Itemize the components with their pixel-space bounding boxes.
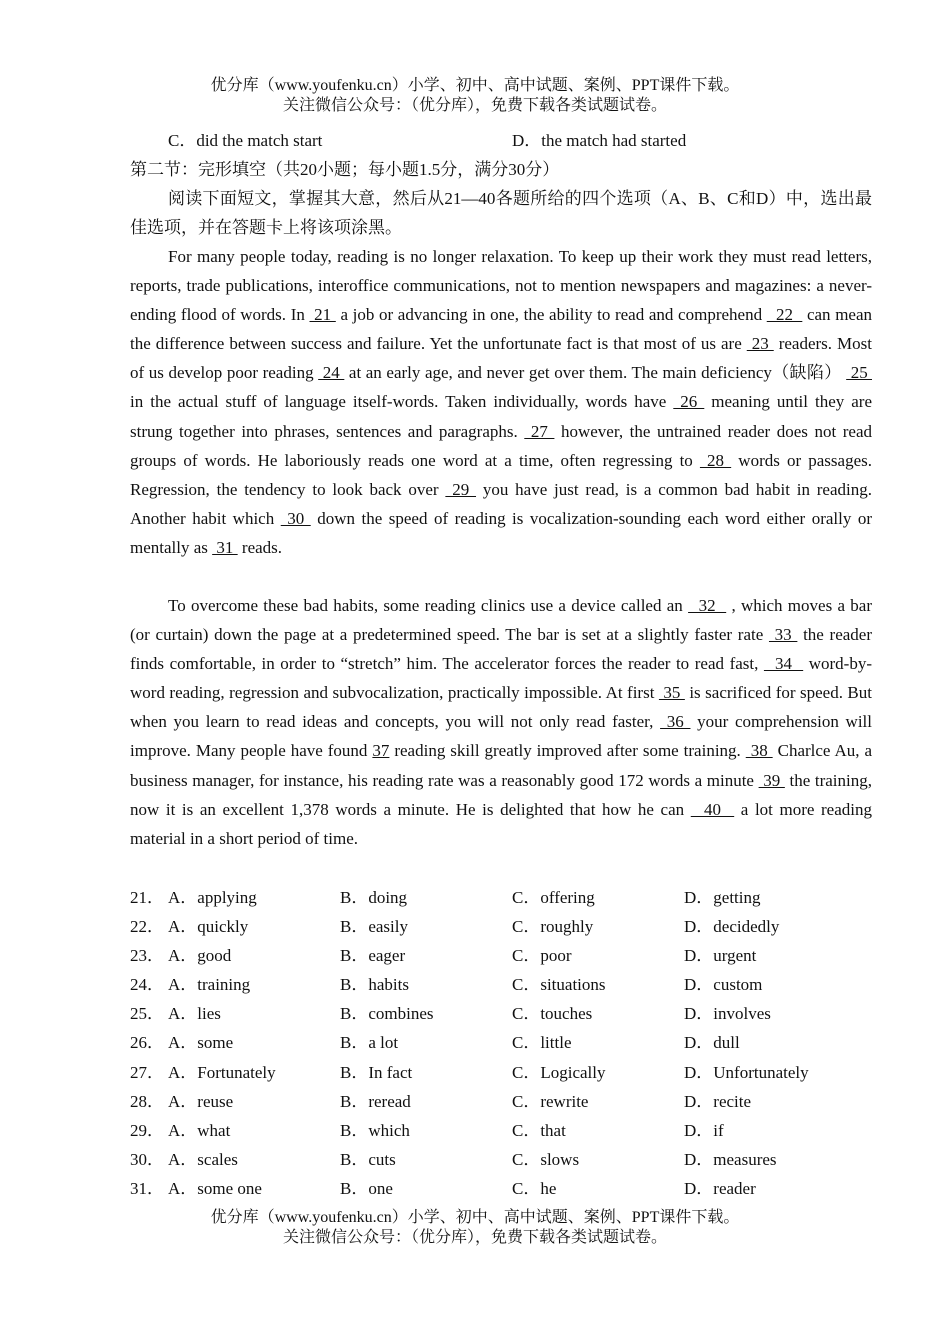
question-row: [130, 1174, 872, 1203]
option-b: B．one: [340, 1178, 393, 1198]
option-a: A．training: [168, 975, 251, 995]
blank-28: 28: [699, 450, 732, 470]
question-number: 24．: [130, 975, 164, 995]
page-header: [0, 76, 950, 116]
option-d: D．if: [684, 1120, 724, 1140]
question-number: 21．: [130, 888, 164, 907]
blank-22: 22: [766, 305, 803, 325]
blank-21: 21: [309, 305, 336, 325]
blank-23: 23: [746, 334, 774, 354]
option-b: B．reread: [340, 1091, 411, 1111]
section-title: 第二节：完形填空（共20小题；每小题1.5分，满分30分）: [130, 160, 560, 179]
blank-33: 33: [768, 625, 798, 645]
option-c: C．touches: [512, 1004, 593, 1024]
blank-35: 35: [658, 683, 685, 703]
question-number: 30．: [130, 1149, 164, 1169]
option-d: D．dull: [684, 1033, 740, 1053]
footer-line-1: 优分库（www.youfenku.cn）小学、初中、高中试题、案例、PPT课件下载。: [210, 1209, 740, 1226]
option-c: C．rewrite: [512, 1091, 589, 1111]
option-c: C．little: [512, 1033, 572, 1053]
question-number: 31．: [130, 1178, 164, 1198]
prev-option-c: C．did the match start: [168, 131, 323, 150]
footer-line-2: 关注微信公众号：（优分库），免费下载各类试题试卷。: [282, 1229, 667, 1246]
option-d: D．getting: [684, 888, 761, 907]
question-row: [130, 1028, 872, 1057]
option-c: C．situations: [512, 975, 606, 995]
option-b: B．doing: [340, 888, 408, 907]
prev-option-d: D．the match had started: [512, 131, 687, 150]
question-row: [130, 970, 872, 999]
blank-32: 32: [688, 596, 727, 615]
question-number: 29．: [130, 1120, 164, 1140]
blank-30: 30: [280, 508, 311, 528]
question-number: 26．: [130, 1033, 164, 1053]
option-a: A．Fortunately: [168, 1062, 276, 1082]
answer-options: [130, 883, 872, 1203]
blank-29: 29: [445, 479, 477, 499]
option-d: D．Unfortunately: [684, 1062, 809, 1082]
option-b: B．cuts: [340, 1149, 396, 1169]
option-d: D．measures: [684, 1149, 777, 1169]
option-a: A．lies: [168, 1004, 221, 1024]
option-d: D．recite: [684, 1091, 752, 1111]
question-row: [130, 1058, 872, 1087]
option-a: A．some one: [168, 1178, 262, 1198]
option-a: A．what: [168, 1120, 231, 1140]
option-a: A．scales: [168, 1149, 238, 1169]
question-row: [130, 999, 872, 1028]
option-a: A．applying: [168, 888, 257, 907]
question-row: [130, 941, 872, 970]
option-b: B．combines: [340, 1004, 434, 1024]
blank-26: 26: [673, 392, 705, 412]
option-c: C．poor: [512, 946, 572, 966]
blank-39: 39: [758, 770, 785, 790]
blank-24: 24: [318, 363, 345, 383]
option-b: B．easily: [340, 917, 408, 937]
option-c: C．he: [512, 1178, 557, 1198]
blank-25: 25: [846, 363, 872, 383]
question-number: 28．: [130, 1091, 164, 1111]
option-a: A．some: [168, 1033, 234, 1053]
question-row: [130, 883, 872, 912]
page-footer: [0, 1208, 950, 1248]
option-a: A．good: [168, 946, 232, 966]
blank-36: 36: [660, 712, 691, 732]
question-number: 23．: [130, 946, 164, 966]
option-c: C．Logically: [512, 1062, 606, 1082]
option-b: B．which: [340, 1120, 410, 1140]
option-d: D．urgent: [684, 946, 757, 966]
option-d: D．involves: [684, 1004, 771, 1024]
question-row: [130, 1145, 872, 1174]
blank-40: 40: [690, 799, 735, 819]
option-d: D．reader: [684, 1178, 756, 1198]
blank-34: 34: [763, 654, 804, 674]
blank-37: 37: [372, 741, 390, 761]
blank-27: 27: [524, 421, 555, 441]
question-row: [130, 1116, 872, 1145]
option-a: A．reuse: [168, 1091, 234, 1111]
option-b: B．habits: [340, 975, 409, 995]
option-c: C．offering: [512, 888, 595, 907]
option-c: C．that: [512, 1120, 566, 1140]
option-a: A．quickly: [168, 917, 249, 937]
passage-paragraph-2: To overcome these bad habits, some reading clinics use a device called an 32 , which moves a bar (or curtain) down the page at a predetermined speed. The bar is set at a slightly faster rate 33 the reader finds comfortable, in order to “stretch” him. The accelerator forces the reader to read fast, 34 word-by-word reading, regression and subvocalization, practically impossible. At first 35 is sacrificed for speed. But when you learn to read ideas and concepts, you will not only read faster, 36 your comprehension will improve. Many people have found 37 reading skill greatly improved after some training. 38 Charlce Au, a business manager, for instance, his reading rate was a reasonably good 172 words a minute 39 the training, now it is an excellent 1,378 words a minute. He is delighted that how he can 40 a lot more reading material in a short period of time.: [130, 596, 873, 848]
blank-38: 38: [745, 741, 773, 761]
option-c: C．roughly: [512, 917, 594, 937]
passage-paragraph-1: For many people today, reading is no longer relaxation. To keep up their work they must read letters, reports, trade publications, interoffice communications, not to mention newspapers and magazines: a never-ending flood of words. In 21 a job or advancing in one, the ability to read and comprehend 22 can mean the difference between success and failure. Yet the unfortunate fact is that most of us are 23 readers. Most of us develop poor reading 24 at an early age, and never get over them. The main deficiency（缺陷） 25 in the actual stuff of language itself-words. Taken individually, words have 26 meaning until they are strung together into phrases, sentences and paragraphs. 27 however, the untrained reader does not read groups of words. He laboriously reads one word at a time, often regressing to 28 words or passages. Regression, the tendency to look back over 29 you have just read, is a common bad habit in reading. Another habit which 30 down the speed of reading is vocalization-sounding each word either orally or mentally as 31 reads.: [130, 247, 873, 557]
question-number: 25．: [130, 1004, 164, 1024]
option-c: C．slows: [512, 1149, 580, 1169]
option-b: B．In fact: [340, 1062, 413, 1082]
question-row: [130, 912, 872, 941]
header-line-2: 关注微信公众号：（优分库），免费下载各类试题试卷。: [282, 97, 667, 114]
question-number: 27．: [130, 1062, 164, 1082]
question-row: [130, 1087, 872, 1116]
option-b: B．eager: [340, 946, 406, 966]
option-d: D．decidedly: [684, 917, 780, 937]
question-number: 22．: [130, 917, 164, 937]
option-b: B．a lot: [340, 1033, 399, 1053]
header-line-1: 优分库（www.youfenku.cn）小学、初中、高中试题、案例、PPT课件下载。: [210, 77, 740, 94]
previous-question-options: [130, 126, 872, 155]
section-instruction: 阅读下面短文，掌握其大意，然后从21—40各题所给的四个选项（A、B、C和D）中，选出最佳选项，并在答题卡上将该项涂黑。: [130, 189, 872, 238]
blank-31: 31: [212, 537, 238, 557]
option-d: D．custom: [684, 975, 763, 995]
